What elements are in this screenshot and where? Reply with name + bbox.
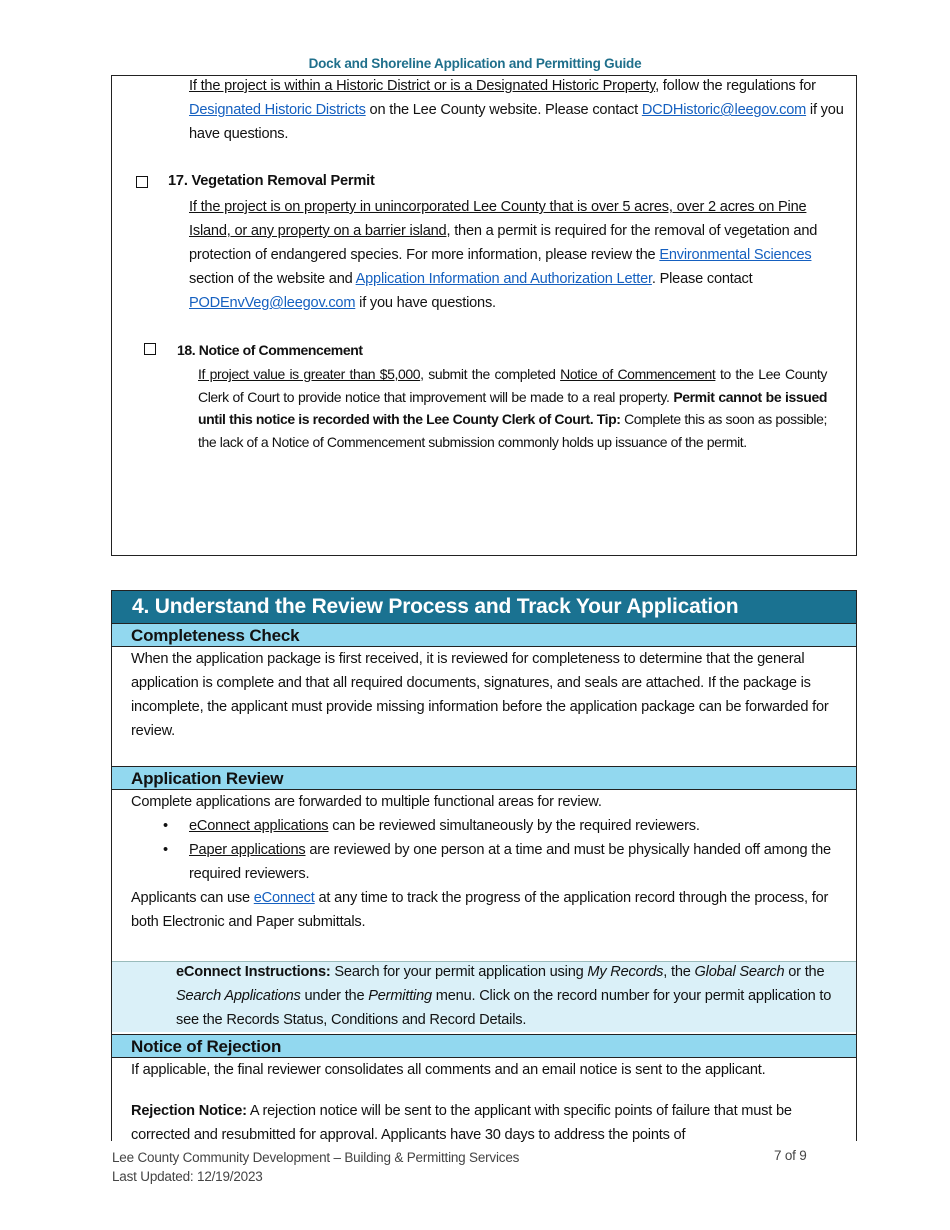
text: Permit cannot be issued until this notice is recorded with the Lee County Clerk of Court. Tip:	[198, 388, 827, 427]
text: , follow the regulations for	[655, 78, 816, 94]
environmental-sciences-link[interactable]: Environmental Sciences	[659, 247, 812, 263]
text: section of the website and	[189, 271, 356, 287]
section-title: 4. Understand the Review Process and Track Your Application	[112, 591, 856, 623]
review-body	[131, 790, 846, 934]
econnect-instructions-box	[112, 961, 856, 1032]
list-item	[131, 838, 846, 886]
running-header: Dock and Shoreline Application and Permitting Guide	[308, 56, 642, 71]
text: , the	[663, 964, 695, 980]
historic-paragraph	[189, 74, 844, 146]
historic-condition: If the project is within a Historic District or is a Designated Historic Property	[189, 78, 656, 94]
footer	[112, 1148, 519, 1186]
footer-updated: Last Updated: 12/19/2023	[112, 1169, 263, 1184]
text: Search Applications	[176, 988, 301, 1004]
text: can be reviewed simultaneously by the required reviewers.	[328, 818, 700, 834]
rejection-notice	[131, 1099, 846, 1147]
item-17-title: 17. Vegetation Removal Permit	[168, 173, 375, 189]
text: to the Lee County Clerk of Court to provide notice that improvement will be made to a real property.	[198, 366, 827, 405]
text: My Records	[587, 964, 664, 980]
text: Paper applications	[189, 842, 306, 858]
text: if you have questions.	[189, 102, 844, 142]
historic-districts-link[interactable]: Designated Historic Districts	[189, 102, 366, 118]
text: If project value is greater than $5,000	[198, 366, 421, 382]
checklist-box	[111, 75, 857, 556]
text: If the project is on property in unincorporated Lee County that is over 5 acres, over 2 acres on Pine Island, or any property on a barrier island	[189, 199, 807, 239]
text: eConnect Instructions:	[176, 964, 331, 980]
text: on the Lee County website. Please contact	[365, 102, 642, 118]
text: menu. Click on the record number for your permit application to see the Records Status, Conditions and Record Details.	[176, 988, 832, 1028]
page-number: 7 of 9	[774, 1148, 807, 1163]
text: if you have questions.	[355, 295, 496, 311]
text: eConnect applications	[189, 818, 329, 834]
checkbox-item-17[interactable]	[136, 176, 148, 188]
text: Complete this as soon as possible; the lack of a Notice of Commencement submission commonly holds up issuance of the permit.	[198, 411, 827, 450]
rejection-body: If applicable, the final reviewer consolidates all comments and an email notice is sent to the applicant.	[131, 1062, 766, 1078]
text: , then a permit is required for the removal of vegetation and protection of endangered species. For more information, please review the	[189, 223, 818, 263]
text: Rejection Notice:	[131, 1103, 247, 1119]
econnect-instructions	[176, 960, 841, 1032]
review-heading: Application Review	[112, 766, 856, 790]
text: Search for your permit application using	[330, 964, 588, 980]
completeness-body: When the application package is first received, it is reviewed for completeness to determine that the general application is complete and that all required documents, signatures, and seals are attached. If the package is incomplete, the applicant must provide missing information before the application package can be forwarded for review.	[131, 651, 829, 739]
econnect-link[interactable]: eConnect	[253, 890, 315, 906]
text: A rejection notice will be sent to the applicant with specific points of failure that must be corrected and resubmitted for approval. Applicants have 30 days to address the points of	[131, 1103, 792, 1143]
envveg-email-link[interactable]: PODEnvVeg@leegov.com	[189, 295, 356, 311]
authorization-letter-link[interactable]: Application Information and Authorization Letter	[355, 271, 652, 287]
text: at any time to track the progress of the application record through the process, for both Electronic and Paper submittals.	[131, 890, 829, 930]
checkbox-item-18[interactable]	[144, 343, 156, 355]
list-item	[131, 814, 846, 838]
section-4	[111, 590, 857, 1141]
text: Global Search	[694, 964, 785, 980]
rejection-heading: Notice of Rejection	[112, 1034, 856, 1058]
text: are reviewed by one person at a time and must be physically handed off among the required reviewers.	[189, 842, 831, 882]
completeness-heading: Completeness Check	[112, 623, 856, 647]
text: Complete applications are forwarded to multiple functional areas for review.	[131, 794, 602, 810]
historic-email-link[interactable]: DCDHistoric@leegov.com	[641, 102, 807, 118]
item-18-paragraph	[198, 363, 827, 453]
text: Permitting	[368, 988, 432, 1004]
text: or the	[784, 964, 825, 980]
text: , submit the completed	[420, 366, 561, 382]
item-18-title: 18. Notice of Commencement	[177, 342, 363, 358]
text: Applicants can use	[131, 890, 254, 906]
footer-org: Lee County Community Development – Building & Permitting Services	[112, 1150, 520, 1165]
text: under the	[300, 988, 369, 1004]
item-17-paragraph	[189, 195, 844, 315]
text: Notice of Commencement	[560, 366, 716, 382]
text: . Please contact	[651, 271, 753, 287]
